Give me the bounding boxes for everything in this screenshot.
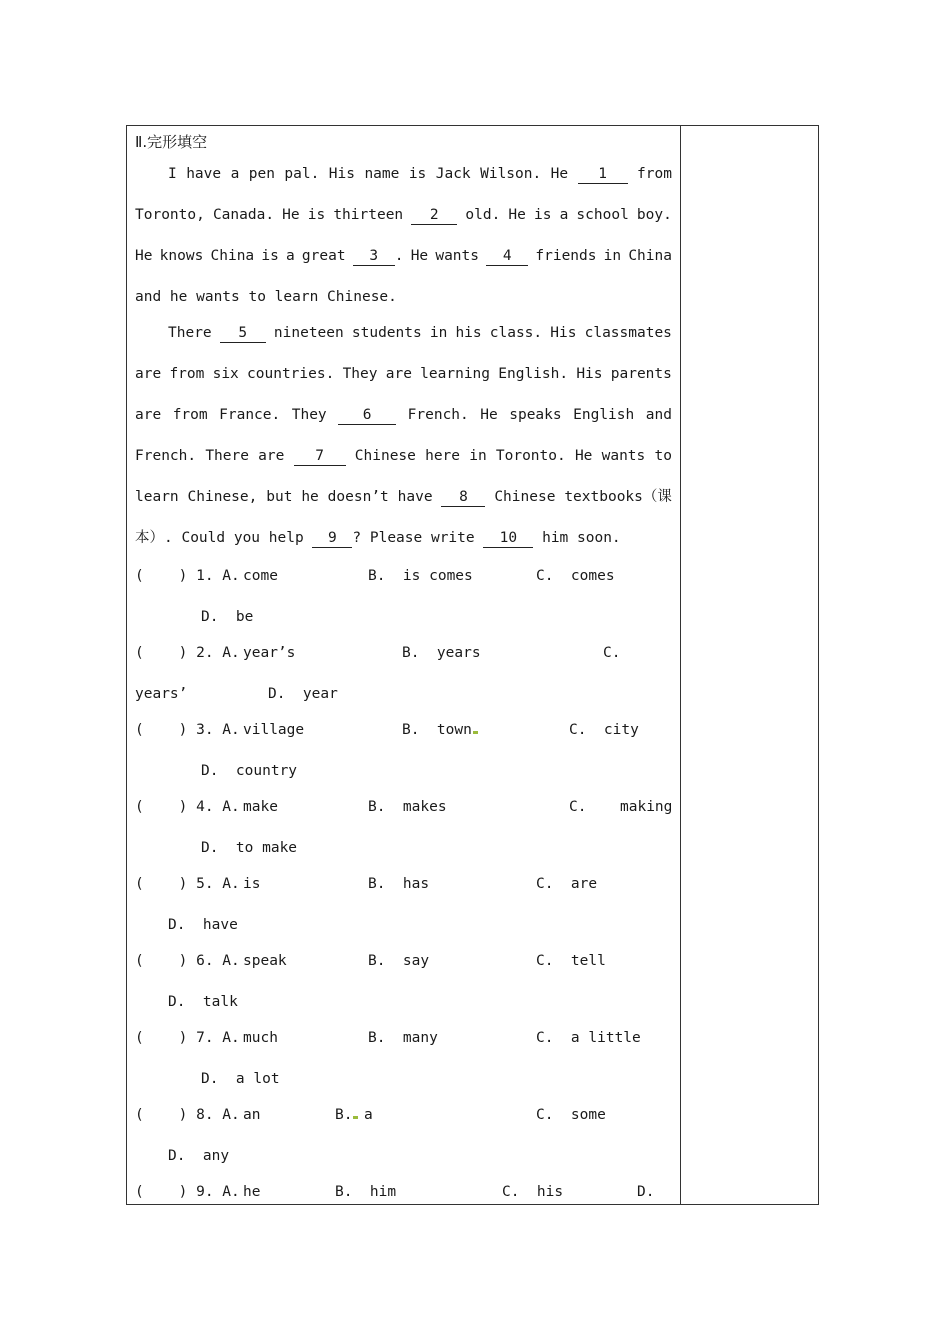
option-a: much <box>243 1030 278 1046</box>
option-a: he <box>243 1184 261 1200</box>
answer-blank[interactable]: 4 <box>486 247 528 266</box>
option-b: B. years <box>402 645 481 661</box>
option-d: D. a lot <box>201 1071 280 1087</box>
option-c: C. <box>603 645 621 661</box>
passage-line: He knows China is a great 3 . He wants 4 friends in China <box>135 248 672 264</box>
passage-line: learn Chinese, but he doesn’t have 8 Chinese textbooks（课 <box>135 489 672 505</box>
answer-blank[interactable]: 10 <box>483 529 533 548</box>
option-d: D. <box>637 1184 655 1200</box>
option-b-text: a <box>364 1107 373 1123</box>
passage-line: Toronto, Canada. He is thirteen 2 old. He is a school boy. <box>135 207 672 223</box>
highlight-mark <box>353 1116 358 1119</box>
highlight-mark <box>473 731 478 734</box>
passage-line: are from France. They 6 French. He speaks English and <box>135 407 672 423</box>
option-b: B. him <box>335 1184 397 1200</box>
option-c: C. comes <box>536 568 615 584</box>
option-c: C. <box>569 799 587 815</box>
question-number: ( ) 8. A. <box>135 1107 240 1123</box>
option-a: village <box>243 722 305 738</box>
option-d: D. be <box>201 609 254 625</box>
question-number: ( ) 1. A. <box>135 568 240 584</box>
column-divider <box>680 126 681 1204</box>
answer-blank[interactable]: 2 <box>411 206 457 225</box>
answer-blank[interactable]: 6 <box>338 406 396 425</box>
answer-blank[interactable]: 7 <box>294 447 346 466</box>
option-b: B. town <box>402 718 478 742</box>
option-c-text: making <box>620 799 673 815</box>
answer-blank[interactable]: 3 <box>353 247 395 266</box>
question-number: ( ) 4. A. <box>135 799 240 815</box>
exercise-table <box>126 125 819 1205</box>
question-number: ( ) 7. A. <box>135 1030 240 1046</box>
passage-line: I have a pen pal. His name is Jack Wilson. He 1 from <box>168 166 672 182</box>
option-d: D. any <box>168 1148 230 1164</box>
option-c: C. some <box>536 1107 606 1123</box>
option-d: D. to make <box>201 840 298 856</box>
passage-line: There 5 nineteen students in his class. His classmates <box>168 325 672 341</box>
passage-line: and he wants to learn Chinese. <box>135 289 397 305</box>
option-a: is <box>243 876 261 892</box>
option-c: C. his <box>502 1184 564 1200</box>
option-b: B. makes <box>368 799 447 815</box>
answer-blank[interactable]: 9 <box>312 529 352 548</box>
option-b: B. say <box>368 953 430 969</box>
option-c-text: years’ <box>135 686 188 702</box>
section-title: Ⅱ.完形填空 <box>135 133 208 151</box>
answer-blank[interactable]: 5 <box>220 324 266 343</box>
option-b: B. has <box>368 876 430 892</box>
option-c: C. city <box>569 722 639 738</box>
question-number: ( ) 5. A. <box>135 876 240 892</box>
option-a: an <box>243 1107 261 1123</box>
option-b: B. many <box>368 1030 438 1046</box>
option-a: come <box>243 568 278 584</box>
passage-line: 本）. Could you help 9 ? Please write 10 him soon. <box>135 530 621 546</box>
option-c: C. are <box>536 876 598 892</box>
option-a: make <box>243 799 278 815</box>
answer-blank[interactable]: 1 <box>578 165 628 184</box>
option-a: speak <box>243 953 287 969</box>
option-d: D. have <box>168 917 238 933</box>
option-b: B. is comes <box>368 568 473 584</box>
passage-line: French. There are 7 Chinese here in Toronto. He wants to <box>135 448 672 464</box>
option-c: C. a little <box>536 1030 641 1046</box>
option-d: D. country <box>201 763 298 779</box>
question-number: ( ) 3. A. <box>135 722 240 738</box>
question-number: ( ) 2. A. <box>135 645 240 661</box>
option-d: D. talk <box>168 994 238 1010</box>
option-c: C. tell <box>536 953 606 969</box>
option-a: year’s <box>243 645 296 661</box>
answer-blank[interactable]: 8 <box>441 488 485 507</box>
passage-line: are from six countries. They are learning English. His parents <box>135 366 672 382</box>
question-number: ( ) 6. A. <box>135 953 240 969</box>
option-d: D. year <box>268 686 338 702</box>
question-number: ( ) 9. A. <box>135 1184 240 1200</box>
option-b: B. <box>335 1103 358 1127</box>
